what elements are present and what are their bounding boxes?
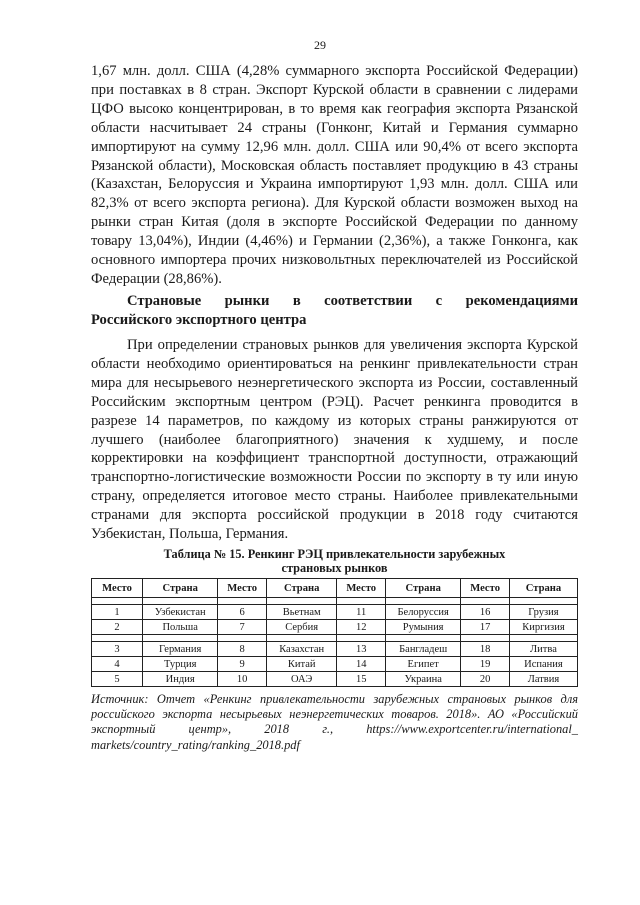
table-cell: Бангладеш <box>386 642 461 657</box>
table-cell: Казахстан <box>266 642 336 657</box>
header-cell: Страна <box>386 579 461 598</box>
table-cell: 18 <box>461 642 510 657</box>
table-cell: Румыния <box>386 620 461 635</box>
table-spacer-row <box>92 635 578 642</box>
table-cell: 17 <box>461 620 510 635</box>
table-cell: 12 <box>337 620 386 635</box>
table-row <box>92 657 578 672</box>
body-paragraph-2: При определении страновых рынков для увеличения экспорта Курской области необходимо ориентироваться на ренкинг привлекательности стран мира для несырьевого неэнергетического экспорта из России, составленный Российским экспортным центром (РЭЦ). Расчет ренкинга проводится в разрезе 14 параметров, по каждому из которых страны ранжируются от лучшего (наиболее благоприятного) значения к худшему, и после корректировки на коэффициент транспортной доступности, отражающий транспортно-логистические возможности России по экспорту в ту или иную страну, определяется итоговое место страны. Наиболее привлекательными странами для экспорта российской продукции в 2018 году считаются Узбекистан, Польша, Германия. <box>91 337 578 543</box>
table-header-row <box>92 579 578 598</box>
ranking-table <box>91 578 578 687</box>
table-cell: Сербия <box>266 620 336 635</box>
table-row <box>92 620 578 635</box>
table-cell: Киргизия <box>509 620 577 635</box>
table-caption <box>91 547 578 575</box>
page-number: 29 <box>314 38 326 52</box>
table-cell: Германия <box>143 642 218 657</box>
table-row <box>92 672 578 687</box>
header-cell: Место <box>461 579 510 598</box>
table-caption-line-2: страновых рынков <box>281 561 388 575</box>
section-heading <box>91 292 578 330</box>
section-heading-line-1: Страновые рынки в соответствии с рекомендациями <box>127 293 578 309</box>
table-cell: 20 <box>461 672 510 687</box>
table-cell: 10 <box>218 672 267 687</box>
header-cell: Место <box>218 579 267 598</box>
table-cell: Испания <box>509 657 577 672</box>
header-cell: Место <box>337 579 386 598</box>
table-row <box>92 605 578 620</box>
section-heading-line-2: Российского экспортного центра <box>91 312 307 328</box>
table-cell: Белоруссия <box>386 605 461 620</box>
table-cell: 6 <box>218 605 267 620</box>
table-row <box>92 642 578 657</box>
header-cell: Страна <box>509 579 577 598</box>
table-cell: 9 <box>218 657 267 672</box>
table-cell: 7 <box>218 620 267 635</box>
table-cell: 16 <box>461 605 510 620</box>
table-cell: 15 <box>337 672 386 687</box>
table-cell: Вьетнам <box>266 605 336 620</box>
table-caption-line-1: Таблица № 15. Ренкинг РЭЦ привлекательности зарубежных <box>163 547 506 561</box>
table-cell: 14 <box>337 657 386 672</box>
table-cell: Узбекистан <box>143 605 218 620</box>
table-cell: 19 <box>461 657 510 672</box>
table-cell: Египет <box>386 657 461 672</box>
table-cell: Китай <box>266 657 336 672</box>
table-cell: 5 <box>92 672 143 687</box>
table-spacer-row <box>92 598 578 605</box>
table-cell: 4 <box>92 657 143 672</box>
table-cell: Украина <box>386 672 461 687</box>
table-cell: Латвия <box>509 672 577 687</box>
table-cell: Польша <box>143 620 218 635</box>
table-cell: 8 <box>218 642 267 657</box>
table-source-note: Источник: Отчет «Ренкинг привлекательности зарубежных страновых рынков для российского экспорта несырьевых неэнергетических товаров. 2018». АО «Российский экспортный центр», 2018 г., https://www.exportcenter.ru/international_ markets/country_rating/ranking_2018.pdf <box>91 692 578 752</box>
table-cell: 13 <box>337 642 386 657</box>
table-cell: 11 <box>337 605 386 620</box>
table-cell: 2 <box>92 620 143 635</box>
table-cell: Индия <box>143 672 218 687</box>
table-cell: Грузия <box>509 605 577 620</box>
header-cell: Страна <box>143 579 218 598</box>
header-cell: Страна <box>266 579 336 598</box>
table-cell: 1 <box>92 605 143 620</box>
table-cell: Литва <box>509 642 577 657</box>
table-cell: ОАЭ <box>266 672 336 687</box>
body-paragraph-1: 1,67 млн. долл. США (4,28% суммарного экспорта Российской Федерации) при поставках в 8 стран. Экспорт Курской области в сравнении с лидерами ЦФО высоко концентрирован, в то время как география экспорта Рязанской области насчитывает 24 страны (Гонконг, Китай и Германия суммарно импортируют на сумму 12,96 млн. долл. США или 90,4% от всего экспорта Рязанской области), Московская область поставляет продукцию в 43 страны (Казахстан, Белоруссия и Украина импортируют 1,93 млн. долл. США или 82,3% от всего экспорта региона). Для Курской области возможен выход на рынки стран Китая (доля в экспорте Российской Федерации по данному товару 13,04%), Индии (4,46%) и Германии (2,36%), а также Гонконга, как основного импортера прочих низковольтных переключателей из Российской Федерации (28,86%). <box>91 63 578 287</box>
header-cell: Место <box>92 579 143 598</box>
table-cell: 3 <box>92 642 143 657</box>
table-cell: Турция <box>143 657 218 672</box>
